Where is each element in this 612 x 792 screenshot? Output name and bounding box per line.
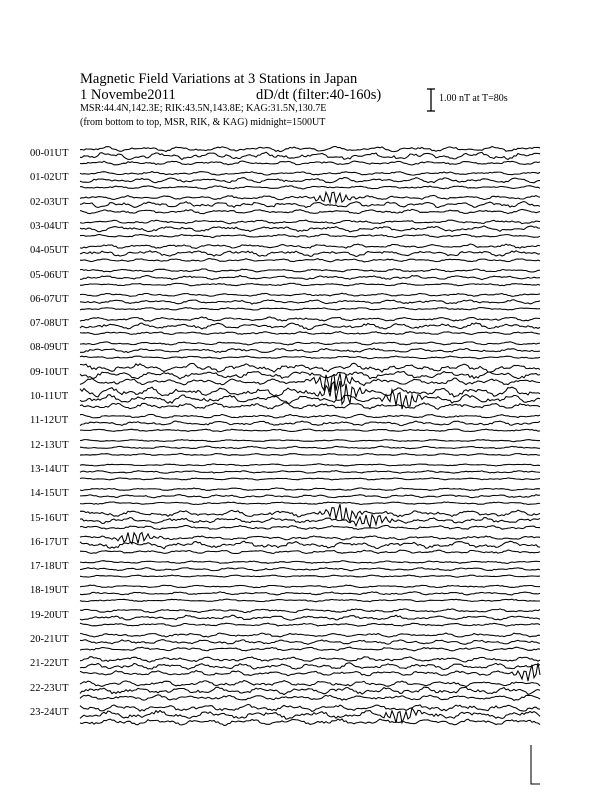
hour-label: 08-09UT bbox=[30, 342, 69, 354]
trace-rik bbox=[80, 592, 540, 595]
trace-rik bbox=[80, 202, 540, 208]
trace-kag bbox=[80, 657, 540, 662]
trace-msr bbox=[80, 209, 540, 213]
hour-label: 14-15UT bbox=[30, 488, 69, 500]
trace-kag bbox=[80, 172, 540, 176]
trace-rik bbox=[80, 178, 540, 183]
date-label: 1 Novembe2011 bbox=[80, 87, 176, 103]
trace-kag bbox=[80, 244, 540, 248]
trace-msr bbox=[80, 161, 540, 165]
trace-kag bbox=[80, 561, 540, 564]
station-coordinates: MSR:44.4N,142.3E; RIK:43.5N,143.8E; KAG:31.5N,130.7E bbox=[80, 103, 327, 114]
trace-rik bbox=[80, 300, 540, 304]
trace-kag bbox=[80, 269, 540, 272]
scale-bar-label: 1.00 nT at T=80s bbox=[439, 93, 508, 104]
filter-label: dD/dt (filter:40-160s) bbox=[256, 87, 382, 103]
hour-label: 02-03UT bbox=[30, 196, 69, 208]
trace-rik bbox=[80, 226, 540, 232]
hour-label: 04-05UT bbox=[30, 245, 69, 257]
trace-kag bbox=[80, 633, 540, 637]
trace-msr bbox=[80, 234, 540, 237]
trace-rik bbox=[80, 251, 540, 257]
hour-label: 23-24UT bbox=[30, 706, 69, 718]
trace-kag bbox=[80, 704, 540, 711]
hour-label: 00-01UT bbox=[30, 148, 69, 159]
hour-label: 06-07UT bbox=[30, 293, 69, 305]
trace-rik bbox=[80, 495, 540, 498]
hour-label: 09-10UT bbox=[30, 366, 69, 378]
hour-label: 15-16UT bbox=[30, 512, 69, 524]
trace-msr bbox=[80, 599, 540, 602]
hour-label: 22-23UT bbox=[30, 682, 69, 694]
trace-msr bbox=[80, 308, 540, 311]
hour-label: 17-18UT bbox=[30, 561, 69, 573]
trace-kag bbox=[80, 533, 540, 544]
trace-msr bbox=[80, 647, 540, 651]
trace-msr bbox=[80, 356, 540, 359]
trace-kag bbox=[80, 585, 540, 588]
hour-label: 19-20UT bbox=[30, 609, 69, 621]
hour-label: 12-13UT bbox=[30, 439, 69, 451]
trace-kag bbox=[80, 147, 540, 152]
trace-kag bbox=[80, 342, 540, 345]
trace-kag bbox=[80, 681, 540, 687]
hour-label: 11-12UT bbox=[30, 415, 69, 427]
trace-msr bbox=[80, 403, 540, 410]
trace-msr bbox=[80, 550, 540, 554]
trace-kag bbox=[80, 504, 540, 521]
trace-rik bbox=[80, 640, 540, 645]
trace-rik bbox=[80, 323, 540, 330]
trace-rik bbox=[80, 446, 540, 449]
hour-label: 20-21UT bbox=[30, 634, 69, 645]
trace-msr bbox=[80, 525, 540, 529]
trace-msr bbox=[80, 259, 540, 262]
trace-msr bbox=[80, 478, 540, 480]
trace-rik bbox=[80, 275, 540, 279]
trace-msr bbox=[80, 623, 540, 626]
trace-kag bbox=[80, 220, 540, 224]
trace-kag bbox=[80, 440, 540, 442]
trace-rik bbox=[80, 348, 540, 352]
hour-label: 03-04UT bbox=[30, 220, 69, 232]
hour-label: 18-19UT bbox=[30, 585, 69, 597]
hour-label: 05-06UT bbox=[30, 269, 69, 281]
trace-rik bbox=[80, 371, 540, 379]
trace-kag bbox=[80, 464, 540, 466]
trace-msr bbox=[80, 186, 540, 189]
trace-kag bbox=[80, 293, 540, 296]
trace-msr bbox=[80, 454, 540, 456]
scale-bar bbox=[427, 89, 435, 111]
hour-label: 21-22UT bbox=[30, 658, 69, 670]
trace-msr bbox=[80, 695, 540, 701]
trace-rik bbox=[80, 471, 540, 474]
trace-kag bbox=[80, 488, 540, 491]
trace-rik bbox=[80, 541, 540, 549]
hour-label: 13-14UT bbox=[30, 463, 69, 475]
hour-label: 01-02UT bbox=[30, 172, 69, 184]
hour-label: 07-08UT bbox=[30, 318, 69, 330]
trace-kag bbox=[80, 381, 540, 404]
hour-label: 16-17UT bbox=[30, 536, 69, 548]
trace-kag bbox=[80, 317, 540, 321]
trace-rik bbox=[80, 663, 540, 670]
trace-msr bbox=[80, 429, 540, 432]
trace-msr bbox=[80, 575, 540, 577]
trace-kag bbox=[80, 363, 540, 372]
trace-group bbox=[80, 147, 540, 785]
station-order-note: (from bottom to top, MSR, RIK, & KAG) midnight=1500UT bbox=[80, 117, 326, 128]
trace-msr bbox=[80, 719, 540, 725]
trace-kag bbox=[80, 414, 540, 418]
trace-kag bbox=[80, 609, 540, 613]
trace-rik bbox=[80, 421, 540, 426]
trace-msr bbox=[80, 283, 540, 286]
chart-title: Magnetic Field Variations at 3 Stations in Japan bbox=[80, 71, 358, 87]
trace-msr bbox=[80, 332, 540, 335]
trace-msr-tail bbox=[531, 745, 540, 784]
trace-rik bbox=[80, 687, 540, 695]
trace-rik bbox=[80, 568, 540, 571]
trace-rik bbox=[80, 152, 540, 159]
trace-msr bbox=[80, 502, 540, 505]
hour-label: 10-11UT bbox=[30, 391, 69, 402]
trace-kag bbox=[80, 192, 540, 203]
trace-rik bbox=[80, 615, 540, 620]
trace-rik bbox=[80, 515, 540, 528]
